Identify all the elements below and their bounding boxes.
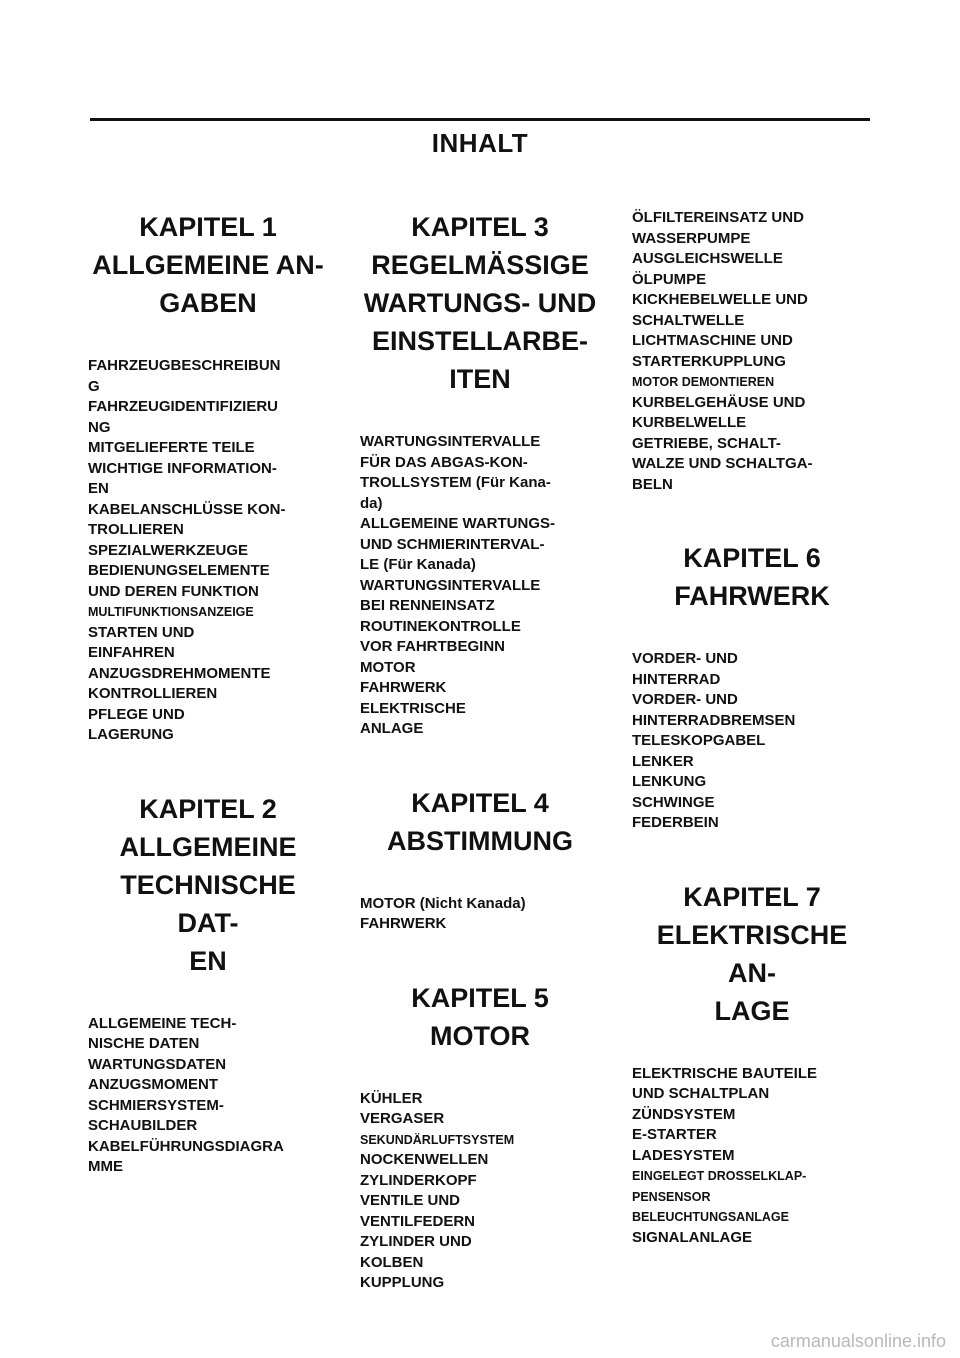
toc-entry[interactable] bbox=[88, 602, 328, 623]
toc-entry[interactable] bbox=[360, 1191, 600, 1232]
toc-entry-text: SCHMIERSYSTEM- bbox=[88, 1096, 224, 1114]
chapter-title bbox=[360, 208, 600, 398]
toc-entry[interactable] bbox=[632, 1146, 872, 1167]
toc-entry[interactable] bbox=[632, 752, 872, 773]
toc-entry-text: WASSERPUMPE bbox=[632, 229, 872, 250]
toc-column-2 bbox=[360, 208, 600, 1294]
toc-entry-text: WALZE UND SCHALTGA- bbox=[632, 455, 813, 472]
toc-entry-text: WICHTIGE INFORMATION- bbox=[88, 459, 277, 477]
toc-entry-text: KABELFÜHRUNGSDIAGRA bbox=[88, 1137, 284, 1155]
toc-entry-text: KONTROLLIEREN bbox=[88, 684, 328, 705]
toc-entry[interactable] bbox=[88, 500, 328, 541]
toc-list bbox=[88, 1014, 328, 1178]
toc-entry[interactable] bbox=[88, 397, 328, 438]
toc-list bbox=[360, 1089, 600, 1294]
toc-list bbox=[88, 356, 328, 746]
toc-entry[interactable] bbox=[88, 623, 328, 664]
toc-entry[interactable] bbox=[88, 1075, 328, 1096]
toc-entry-text: ROUTINEKONTROLLE bbox=[360, 617, 521, 635]
toc-entry-text: ANZUGSMOMENT bbox=[88, 1075, 328, 1096]
toc-entry[interactable] bbox=[360, 1171, 600, 1192]
toc-entry-text: FAHRWERK bbox=[360, 914, 600, 935]
toc-entry[interactable] bbox=[360, 678, 600, 699]
toc-entry-text: E-STARTER bbox=[632, 1125, 872, 1146]
toc-entry[interactable] bbox=[632, 249, 872, 270]
chapter-title bbox=[360, 784, 600, 860]
toc-entry-text: UND SCHALTPLAN bbox=[632, 1084, 872, 1105]
toc-entry-text: FAHRWERK bbox=[360, 678, 600, 699]
toc-entry-text: VORDER- UND bbox=[632, 650, 738, 667]
toc-entry-text: KURBELGEHÄUSE UND bbox=[632, 393, 806, 411]
toc-entry[interactable] bbox=[360, 514, 600, 576]
toc-entry-text: da) bbox=[360, 494, 600, 515]
chapter-title-line: GABEN bbox=[159, 288, 257, 318]
toc-entry-text: TELESKOPGABEL bbox=[632, 731, 872, 752]
toc-entry-text: ANZUGSDREHMOMENTE bbox=[88, 664, 271, 682]
toc-entry[interactable] bbox=[632, 793, 872, 814]
toc-entry-text: ALLGEMEINE TECH- bbox=[88, 1014, 237, 1032]
toc-entry[interactable] bbox=[88, 1014, 328, 1055]
chapter-title-line: EN bbox=[189, 945, 227, 976]
toc-entry-text: ELEKTRISCHE BAUTEILE bbox=[632, 1064, 818, 1082]
toc-entry[interactable] bbox=[632, 1228, 872, 1249]
chapter-title-line: KAPITEL 2 bbox=[139, 793, 277, 824]
toc-entry-text: SCHWINGE bbox=[632, 793, 872, 814]
toc-entry-text: KABELANSCHLÜSSE KON- bbox=[88, 500, 286, 518]
toc-entry[interactable] bbox=[88, 459, 328, 500]
toc-entry-text: NISCHE DATEN bbox=[88, 1034, 328, 1055]
toc-entry[interactable] bbox=[632, 372, 872, 393]
toc-entry-text: TROLLIEREN bbox=[88, 520, 328, 541]
toc-entry[interactable] bbox=[88, 1055, 328, 1076]
toc-entry[interactable] bbox=[632, 1125, 872, 1146]
toc-entry-text: FAHRZEUGBESCHREIBUN bbox=[88, 357, 281, 374]
toc-entry-text: SPEZIALWERKZEUGE bbox=[88, 541, 328, 562]
toc-entry[interactable] bbox=[632, 690, 872, 731]
toc-entry[interactable] bbox=[88, 664, 328, 705]
toc-entry[interactable] bbox=[632, 1105, 872, 1126]
chapter-title bbox=[88, 790, 328, 980]
toc-entry[interactable] bbox=[88, 541, 328, 562]
footer-watermark: carmanualsonline.info bbox=[770, 1331, 946, 1351]
toc-list bbox=[360, 432, 600, 740]
toc-entry-text: UND SCHMIERINTERVAL- bbox=[360, 535, 545, 553]
toc-entry[interactable] bbox=[88, 705, 328, 746]
toc-entry-text: PFLEGE UND bbox=[88, 705, 185, 723]
chapter-title bbox=[88, 208, 328, 322]
chapter-title bbox=[632, 539, 872, 615]
toc-entry-text: ZYLINDERKOPF bbox=[360, 1171, 600, 1192]
toc-entry-text: AUSGLEICHSWELLE bbox=[632, 249, 872, 270]
toc-entry-text: MOTOR DEMONTIEREN bbox=[632, 372, 872, 393]
chapter-title-line: ABSTIMMUNG bbox=[387, 825, 573, 856]
toc-entry-text: MOTOR (Nicht Kanada) bbox=[360, 894, 600, 915]
toc-entry[interactable] bbox=[360, 1109, 600, 1130]
toc-list bbox=[632, 208, 872, 495]
toc-entry-text: VENTILFEDERN bbox=[360, 1212, 600, 1233]
toc-entry[interactable] bbox=[88, 438, 328, 459]
toc-entry[interactable] bbox=[360, 576, 600, 617]
toc-entry-text: G bbox=[88, 377, 328, 398]
chapter-title-line: REGELMÄSSIGE bbox=[371, 250, 589, 280]
toc-entry[interactable] bbox=[632, 393, 872, 434]
toc-entry-text: LENKER bbox=[632, 752, 872, 773]
toc-entry-text: KICKHEBELWELLE UND bbox=[632, 291, 808, 308]
toc-entry-text: LENKUNG bbox=[632, 772, 872, 793]
chapter-title-line: KAPITEL 4 bbox=[411, 787, 549, 818]
toc-entry[interactable] bbox=[360, 1150, 600, 1171]
toc-entry-text: LADESYSTEM bbox=[632, 1146, 872, 1167]
toc-entry-text: MME bbox=[88, 1157, 328, 1178]
top-rule bbox=[90, 118, 870, 121]
chapter-title-line: KAPITEL 6 bbox=[683, 543, 821, 573]
chapter-title-line: FAHRWERK bbox=[674, 581, 830, 611]
toc-entry[interactable] bbox=[632, 331, 872, 372]
chapter-title-line: ELEKTRISCHE AN- bbox=[656, 919, 848, 988]
toc-entry-text: KOLBEN bbox=[360, 1253, 600, 1274]
toc-entry-text: FEDERBEIN bbox=[632, 813, 872, 834]
toc-entry-text: BEI RENNEINSATZ bbox=[360, 596, 600, 617]
toc-entry[interactable] bbox=[360, 432, 600, 514]
chapter-title-line: TECHNISCHE DAT- bbox=[120, 869, 296, 938]
toc-entry-text: VORDER- UND bbox=[632, 691, 738, 708]
chapter-title-line: ITEN bbox=[449, 364, 511, 394]
toc-entry-text: ÖLFILTEREINSATZ UND bbox=[632, 209, 804, 226]
toc-entry[interactable] bbox=[632, 1207, 872, 1228]
toc-entry-text: KURBELWELLE bbox=[632, 413, 872, 434]
chapter-title-line: LAGE bbox=[714, 995, 790, 1026]
toc-entry[interactable] bbox=[88, 561, 328, 602]
toc-entry[interactable] bbox=[632, 270, 872, 291]
toc-entry-text: TROLLSYSTEM (Für Kana- bbox=[360, 474, 551, 491]
toc-entry[interactable] bbox=[360, 914, 600, 935]
toc-column-3 bbox=[632, 208, 872, 1248]
toc-entry-text: WARTUNGSINTERVALLE bbox=[360, 433, 541, 450]
chapter-title-line: ALLGEMEINE bbox=[119, 831, 297, 862]
toc-entry-text: FAHRZEUGIDENTIFIZIERU bbox=[88, 398, 278, 415]
toc-entry[interactable] bbox=[88, 356, 328, 397]
toc-entry[interactable] bbox=[360, 1130, 600, 1151]
toc-entry-text: FÜR DAS ABGAS-KON- bbox=[360, 453, 528, 471]
chapter-title bbox=[632, 878, 872, 1030]
toc-entry[interactable] bbox=[88, 1096, 328, 1137]
toc-entry-text: VOR FAHRTBEGINN bbox=[360, 637, 600, 658]
toc-entry-text: ALLGEMEINE WARTUNGS- bbox=[360, 515, 555, 532]
toc-entry[interactable] bbox=[360, 699, 600, 740]
chapter-title-line: KAPITEL 7 bbox=[683, 881, 821, 912]
toc-column-1 bbox=[88, 208, 328, 1178]
toc-entry-text: WARTUNGSINTERVALLE bbox=[360, 576, 541, 594]
chapter-title-line: KAPITEL 3 bbox=[411, 212, 549, 242]
chapter-title-line: EINSTELLARBE- bbox=[372, 326, 588, 356]
toc-entry-text: GETRIEBE, SCHALT- bbox=[632, 434, 781, 452]
chapter-title bbox=[360, 979, 600, 1055]
toc-entry-text: VERGASER bbox=[360, 1109, 600, 1130]
toc-entry-text: BELEUCHTUNGSANLAGE bbox=[632, 1207, 872, 1228]
toc-entry-text: EINFAHREN bbox=[88, 643, 328, 664]
toc-entry[interactable] bbox=[360, 1273, 600, 1294]
toc-entry-text: UND DEREN FUNKTION bbox=[88, 582, 328, 603]
toc-entry-text: STARTEN UND bbox=[88, 623, 195, 641]
toc-entry-text: ELEKTRISCHE bbox=[360, 699, 466, 717]
chapter-title-line: ALLGEMEINE AN- bbox=[92, 250, 324, 280]
toc-entry-text: BELN bbox=[632, 475, 872, 496]
toc-list bbox=[632, 649, 872, 834]
toc-entry-text: KUPPLUNG bbox=[360, 1273, 600, 1294]
toc-entry-text: MULTIFUNKTIONSANZEIGE bbox=[88, 602, 328, 623]
toc-entry-text: STARTERKUPPLUNG bbox=[632, 352, 872, 373]
toc-entry-text: KÜHLER bbox=[360, 1089, 600, 1110]
toc-entry-text: SCHALTWELLE bbox=[632, 311, 872, 332]
toc-entry[interactable] bbox=[632, 731, 872, 752]
toc-list bbox=[632, 1064, 872, 1249]
toc-entry[interactable] bbox=[360, 894, 600, 915]
toc-entry[interactable] bbox=[360, 1232, 600, 1273]
chapter-title-line: KAPITEL 1 bbox=[139, 212, 277, 242]
toc-entry[interactable] bbox=[632, 1064, 872, 1105]
chapter-title-line: WARTUNGS- UND bbox=[363, 288, 597, 318]
toc-entry-text: ZÜNDSYSTEM bbox=[632, 1105, 872, 1126]
chapter-title-line: MOTOR bbox=[430, 1020, 530, 1051]
toc-entry[interactable] bbox=[632, 649, 872, 690]
toc-entry-text: EINGELEGT DROSSELKLAP- bbox=[632, 1169, 807, 1183]
toc-entry-text: LE (Für Kanada) bbox=[360, 555, 600, 576]
toc-entry[interactable] bbox=[632, 1166, 872, 1207]
toc-entry[interactable] bbox=[632, 434, 872, 496]
toc-entry-text: BEDIENUNGSELEMENTE bbox=[88, 562, 270, 579]
toc-entry-text: VENTILE UND bbox=[360, 1192, 461, 1209]
toc-entry-text: ANLAGE bbox=[360, 719, 600, 740]
toc-entry-text: EN bbox=[88, 479, 328, 500]
toc-entry[interactable] bbox=[360, 617, 600, 658]
toc-entry-text: SCHAUBILDER bbox=[88, 1116, 328, 1137]
toc-entry-text: WARTUNGSDATEN bbox=[88, 1055, 328, 1076]
toc-entry-text: MOTOR bbox=[360, 658, 600, 679]
toc-entry-text: LICHTMASCHINE UND bbox=[632, 332, 793, 349]
toc-entry[interactable] bbox=[632, 772, 872, 793]
chapter-title-line: KAPITEL 5 bbox=[411, 982, 549, 1013]
toc-entry-text: ZYLINDER UND bbox=[360, 1233, 472, 1250]
toc-entry[interactable] bbox=[360, 658, 600, 679]
page-title: INHALT bbox=[431, 128, 529, 158]
toc-entry-text: NOCKENWELLEN bbox=[360, 1150, 600, 1171]
toc-entry[interactable] bbox=[632, 208, 872, 249]
toc-list bbox=[360, 894, 600, 935]
toc-entry[interactable] bbox=[360, 1089, 600, 1110]
toc-entry[interactable] bbox=[632, 813, 872, 834]
toc-entry-text: NG bbox=[88, 418, 328, 439]
toc-entry[interactable] bbox=[632, 290, 872, 331]
toc-entry-text: MITGELIEFERTE TEILE bbox=[88, 438, 328, 459]
toc-entry-text: SIGNALANLAGE bbox=[632, 1228, 872, 1249]
toc-entry-text: HINTERRAD bbox=[632, 670, 872, 691]
toc-entry[interactable] bbox=[88, 1137, 328, 1178]
toc-entry-text: HINTERRADBREMSEN bbox=[632, 711, 872, 732]
toc-entry-text: ÖLPUMPE bbox=[632, 270, 872, 291]
toc-entry-text: PENSENSOR bbox=[632, 1187, 872, 1208]
toc-entry-text: SEKUNDÄRLUFTSYSTEM bbox=[360, 1130, 600, 1151]
toc-entry-text: LAGERUNG bbox=[88, 725, 328, 746]
